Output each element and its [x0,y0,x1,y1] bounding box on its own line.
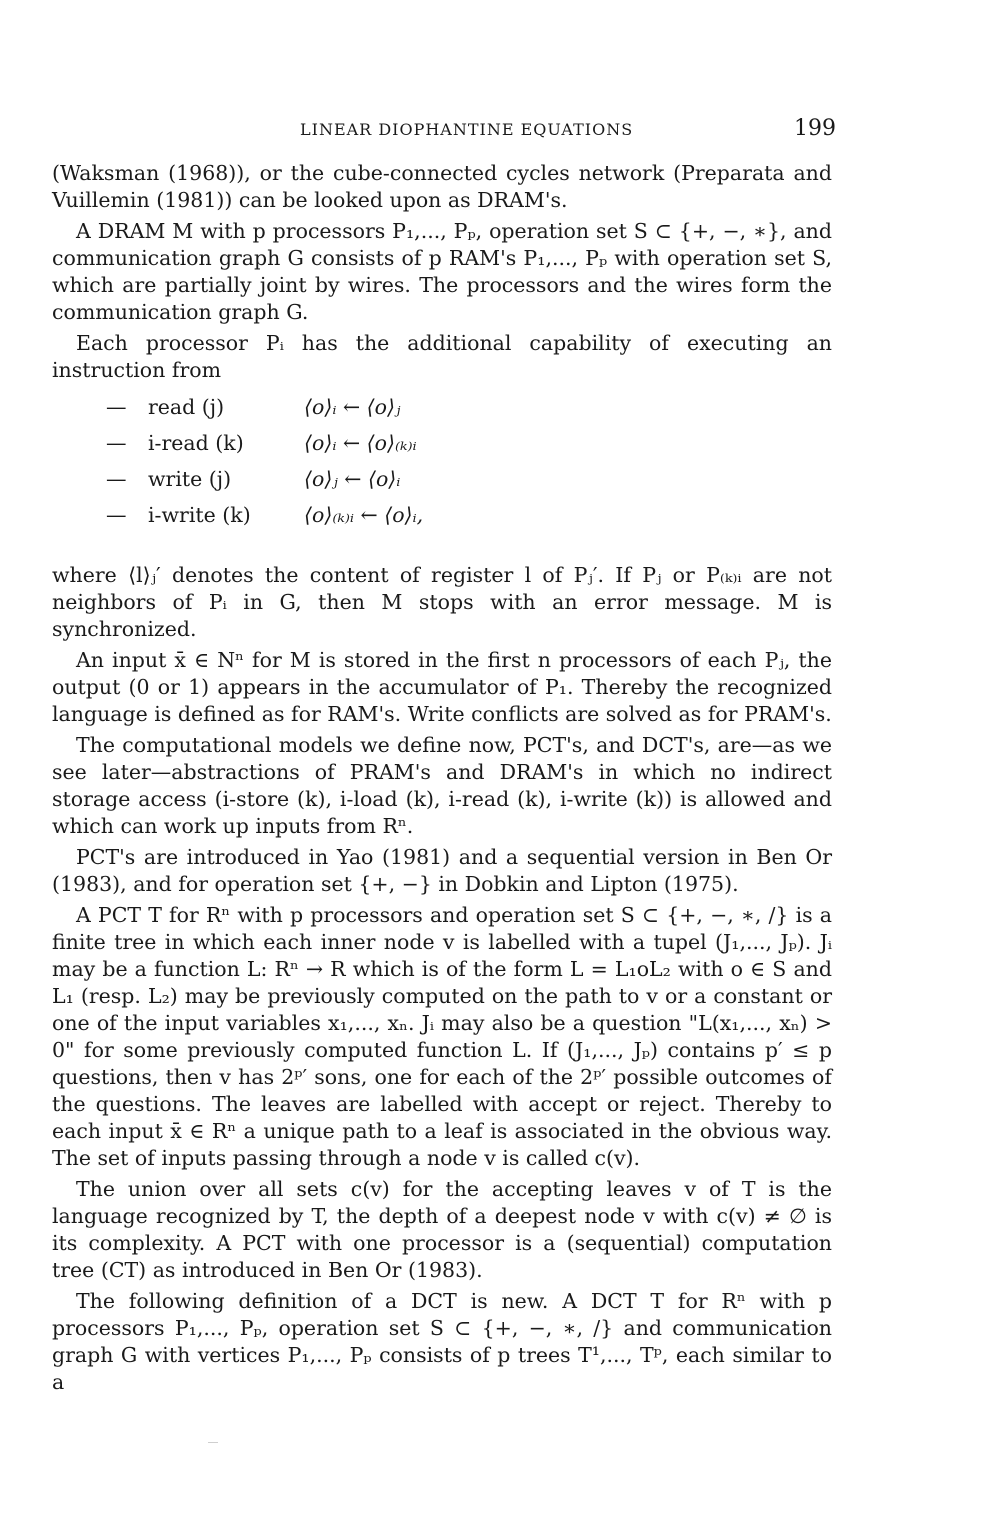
scan-mark [208,1442,218,1443]
instruction-list [106,394,832,538]
list-dash: — [106,395,127,419]
paragraph: A DRAM M with p processors P₁,..., Pₚ, operation set S ⊂ {+, −, ∗}, and communication graph G consists of p RAM's P₁,..., Pₚ with operation set S, which are partially joint by wires. The processors and the wires form the communication graph G. [52,219,832,324]
page-header [0,116,1000,146]
instruction-item [106,430,832,466]
list-dash: — [106,431,127,455]
instruction-formula: ⟨o⟩ᵢ ← ⟨o⟩ⱼ [304,395,401,419]
instruction-formula: ⟨o⟩ⱼ ← ⟨o⟩ᵢ [304,467,401,491]
paragraph: The following definition of a DCT is new. A DCT T for Rⁿ with p processors P₁,..., Pₚ, operation set S ⊂ {+, −, ∗, /} and communication graph G with vertices P₁,..., Pₚ consists of p trees T¹,..., Tᵖ, each similar to a [52,1289,832,1394]
instruction-formula: ⟨o⟩ᵢ ← ⟨o⟩₍ₖ₎ᵢ [304,431,417,455]
list-dash: — [106,467,127,491]
paragraph: An input x̄ ∈ Nⁿ for M is stored in the first n processors of each Pⱼ, the output (0 or 1) appears in the accumulator of P₁. Thereby the recognized language is defined as for RAM's. Write conflicts are solved as for PRAM's. [52,648,832,726]
page-number: 199 [794,116,836,141]
instruction-formula: ⟨o⟩₍ₖ₎ᵢ ← ⟨o⟩ᵢ, [304,503,424,527]
instruction-name: i-read (k) [148,431,244,455]
paragraph: A PCT T for Rⁿ with p processors and operation set S ⊂ {+, −, ∗, /} is a finite tree in which each inner node v is labelled with a tupel (J₁,..., Jₚ). Jᵢ may be a function L: Rⁿ → R which is of the form L = L₁oL₂ with o ∈ S and L₁ (resp. L₂) may be previously computed on the path to v or a constant or one of the input variables x₁,..., xₙ. Jᵢ may also be a question "L(x₁,..., xₙ) > 0" for some previously computed function L. If (J₁,..., Jₚ) contains p′ ≤ p questions, then v has 2ᵖ′ sons, one for each of the 2ᵖ′ possible outcomes of the questions. The leaves are labelled with accept or reject. Thereby to each input x̄ ∈ Rⁿ a unique path to a leaf is associated in the obvious way. The set of inputs passing through a node v is called c(v). [52,903,832,1170]
paragraph: PCT's are introduced in Yao (1981) and a sequential version in Ben Or (1983), and for operation set {+, −} in Dobkin and Lipton (1975). [52,845,832,896]
paragraph: (Waksman (1968)), or the cube-connected cycles network (Preparata and Vuillemin (1981)) can be looked upon as DRAM's. [52,161,832,212]
paragraph: Each processor Pᵢ has the additional capability of executing an instruction from [52,331,832,382]
instruction-item [106,394,832,430]
instruction-item [106,502,832,538]
running-title: LINEAR DIOPHANTINE EQUATIONS [300,120,634,139]
paragraph: The union over all sets c(v) for the accepting leaves v of T is the language recognized by T, the depth of a deepest node v with c(v) ≠ ∅ is its complexity. A PCT with one processor is a (sequential) computation tree (CT) as introduced in Ben Or (1983). [52,1177,832,1282]
instruction-item [106,466,832,502]
body-text [52,160,832,1400]
instruction-name: read (j) [148,395,225,419]
paragraph: The computational models we define now, PCT's, and DCT's, are—as we see later—abstractions of PRAM's and DRAM's in which no indirect storage access (i-store (k), i-load (k), i-read (k), i-write (k)) is allowed and which can work up inputs from Rⁿ. [52,733,832,838]
paragraph: where ⟨l⟩ⱼ′ denotes the content of register l of Pⱼ′. If Pⱼ or P₍ₖ₎ᵢ are not neighbors of Pᵢ in G, then M stops with an error message. M is synchronized. [52,563,832,641]
instruction-name: write (j) [148,467,232,491]
list-dash: — [106,503,127,527]
instruction-name: i-write (k) [148,503,251,527]
